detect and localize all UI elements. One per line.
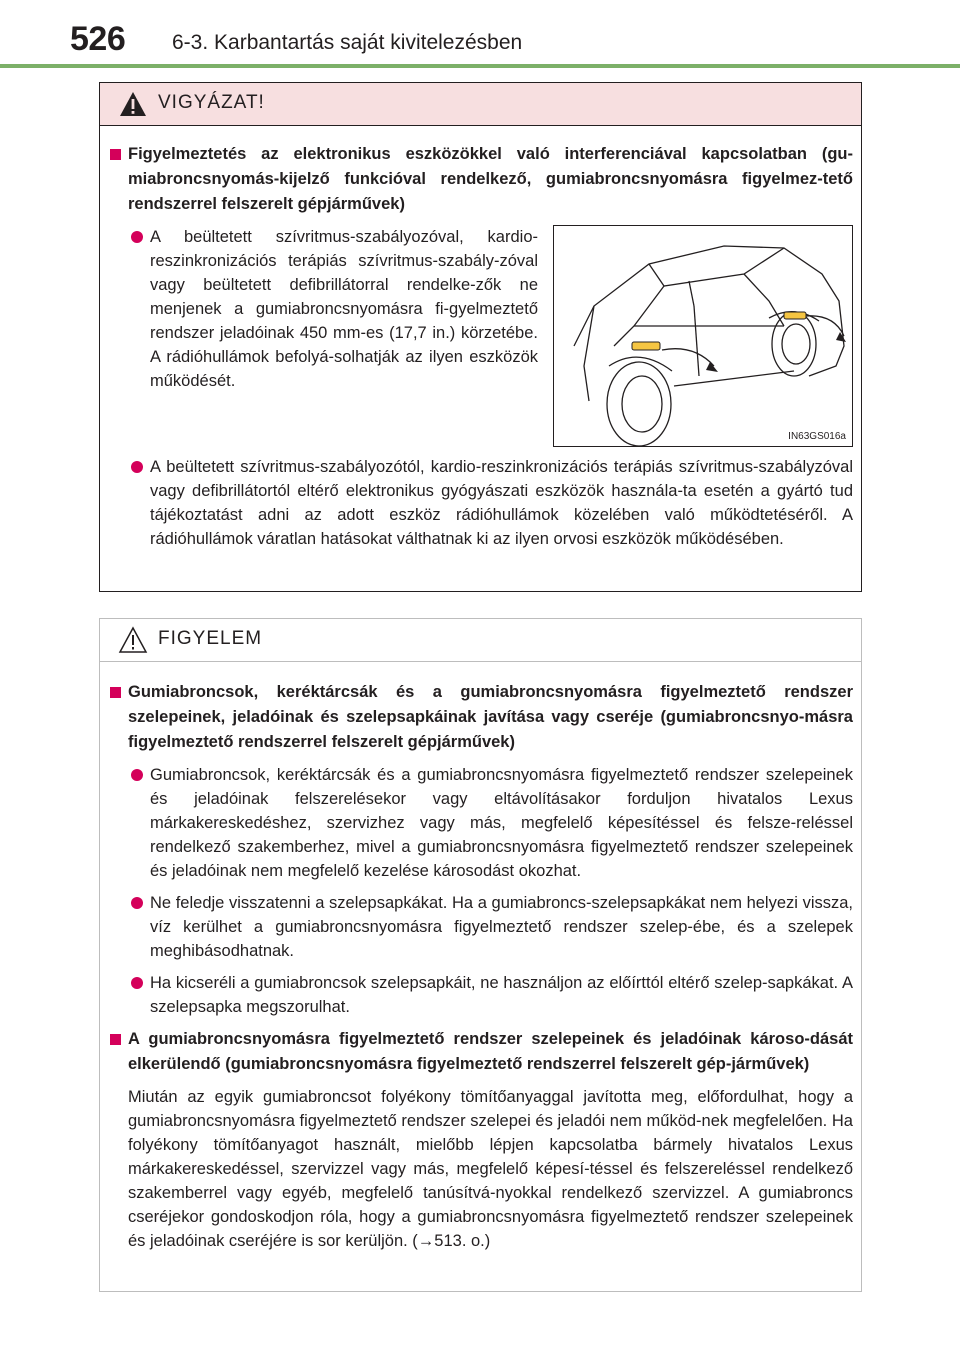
caution-label: FIGYELEM (158, 628, 263, 649)
page-header (0, 0, 960, 70)
caution-bullet-2: Ne feledje visszatenni a szelepsapkákat. Ha a gumiabroncs-szelepsapkákat nem helyezi vissza, víz kerülhet a gumiabroncsnyomásra figyelmeztető rendszer szelep-ébe, és a szelepek meghibásodhatnak. (110, 891, 853, 963)
warning-bullet-1: A beültetett szívritmus-szabályozóval, kardio-reszinkronizációs terápiás szívritmus-szabály-zóval vagy beültetett defibrillátorral rendelke-zők ne menjenek a gumiabroncsnyomásra fi-gyelmeztető rendszer jeladóinak 450 mm-es (17,7 in.) körzetébe. A rádióhullámok befolyá-solhatják az ilyen eszközök működését. (110, 225, 538, 393)
caution-bullet-3: Ha kicseréli a gumiabroncsok szelepsapkáit, ne használjon az előírttól eltérő szelep-sapkákat. A szelepsapka megszorulhat. (110, 971, 853, 1019)
round-bullet-icon (131, 897, 143, 909)
warning-box (99, 82, 862, 592)
warning-heading: Figyelmeztetés az elektronikus eszközökkel való interferenciával kapcsolatban (gu-miabroncsnyomás-kijelző funkcióval rendelkező, gumiabroncsnyomásra figyelmez-tető rendszerrel felszerelt gépjárművek) (110, 142, 853, 217)
square-bullet-icon (110, 1034, 121, 1045)
warning-bullet-2: A beültetett szívritmus-szabályozótól, kardio-reszinkronizációs terápiás szívritmus-szabályzóval vagy defibrillátortól eltérő elektronikus gyógyászati eszközök használa-ta esetén a gyártó tud tájékoztatást adni az adott eszköz rádióhullámok közelében való működtetéséről. A rádióhullámok váratlan hatásokat válthatnak ki az ilyen orvosi eszközök működésében. (110, 455, 853, 551)
header-divider (0, 64, 960, 68)
caution-box (99, 618, 862, 1292)
warning-figure-row (110, 225, 853, 447)
warning-triangle-icon (118, 90, 148, 118)
round-bullet-icon (131, 461, 143, 473)
caution-header (100, 619, 861, 662)
caution-heading-2: A gumiabroncsnyomásra figyelmeztető rendszer szelepeinek és jeladóinak károso-dását elkerülendő (gumiabroncsnyomásra figyelmeztető rendszerrel felszerelt gép-járművek) (110, 1027, 853, 1077)
car-illustration-icon (554, 226, 853, 447)
caution-bullet-1: Gumiabroncsok, keréktárcsák és a gumiabroncsnyomásra figyelmeztető rendszer szelepeinek és jeladóinak felszerelésekor vagy eltávolításakor forduljon hivatalos Lexus márkakereskedéshez, szervizhez vagy más, megfelelő képesítéssel és felsze-reléssel rendelkező szakemberhez, mivel a gumiabroncsnyomásra figyelmeztető rendszer szelepeinek és jeladóinak nem megfelelő kezelése károsodást okozhat. (110, 763, 853, 883)
round-bullet-icon (131, 977, 143, 989)
caution-triangle-icon (118, 626, 148, 654)
figure-code: IN63GS016a (788, 431, 846, 442)
car-tire-sensor-illustration (553, 225, 853, 447)
caution-heading-1: Gumiabroncsok, keréktárcsák és a gumiabroncsnyomásra figyelmeztető rendszer szelepeinek, jeladóinak és szelepsapkáinak javítása vagy cseréje (gumiabroncsnyo-másra figyelmeztető rendszerrel felszerelt gépjárművek) (110, 680, 853, 755)
round-bullet-icon (131, 231, 143, 243)
warning-header (100, 83, 861, 126)
square-bullet-icon (110, 687, 121, 698)
caution-paragraph: Miután az egyik gumiabroncsot folyékony tömítőanyaggal javította meg, előfordulhat, hogy a gumiabroncsnyomásra figyelmeztető rendszer szelepei és jeladói nem működ-nek megfelelően. Ha folyékony tömítőanyagot használt, mielőbb lépjen kapcsolatba bármely hivatalos Lexus márkakereskedéssel, szervizzel vagy más, megfelelő képesí-téssel és felszereléssel rendelkező szakemberrel vagy egyéb, megfelelő tanúsítvá-nyokkal rendelkező szervizzel. A gumiabroncs cseréjekor gondoskodjon róla, hogy a gumiabroncsnyomásra figyelmeztető rendszer szelepeinek és jeladóinak cseréjére is sor kerüljön. (→513. o.) (128, 1088, 853, 1250)
section-title: 6-3. Karbantartás saját kivitelezésben (172, 31, 523, 54)
round-bullet-icon (131, 769, 143, 781)
page-number: 526 (70, 20, 126, 58)
square-bullet-icon (110, 149, 121, 160)
warning-label: VIGYÁZAT! (158, 92, 265, 113)
